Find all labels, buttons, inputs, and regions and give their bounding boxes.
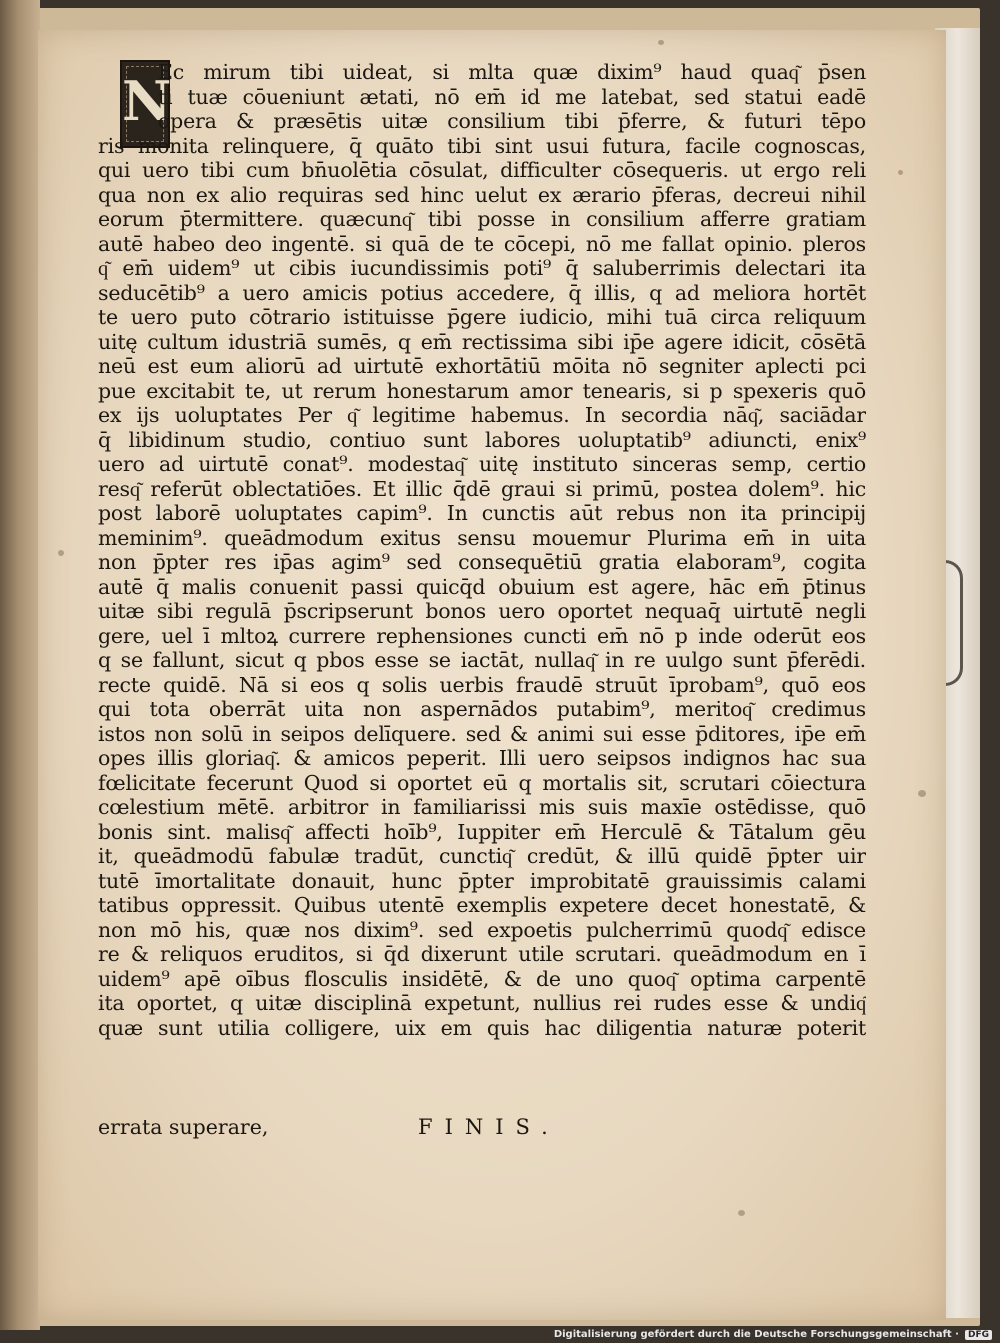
text-line: autē habeo deo ingentē. si quā de te cōcepi, nō me fallat opinio. pleros [98, 231, 866, 256]
text-line: pue excitabit te, ut rerum honestarum amor tenearis, si p spexeris quō [98, 378, 866, 403]
text-line: non mō his, quæ nos dixim⁹. sed expoetis pulcherrimū quodq͂ edisce [98, 917, 866, 942]
digitization-footer [554, 1329, 992, 1340]
text-line: ita oportet, q uitæ disciplinā expetunt, nullius rei rudes esse & undiq͂ [98, 991, 866, 1015]
text-line: uitæ sibi regulā p̄scripserunt bonos uero oportet nequaq̄ uirtutē negli [98, 599, 866, 623]
text-line: opera & præsētis uitæ consilium tibi p̄ferre, & futuri tēpo [158, 109, 866, 133]
text-line: it, queādmodū fabulæ tradūt, cunctiq͂ credūt, & illū quidē p̄pter uir [98, 844, 866, 868]
text-line: ris monita relinquere, q̄ quāto tibi sint usui futura, facile cognoscas, [98, 133, 866, 158]
text-line: uidem⁹ apē oībus flosculis insidētē, & de uno quoq͂ optima carpentē [98, 966, 866, 991]
text-line: post laborē uoluptates capim⁹. In cunctis aūt rebus non ita principij [98, 501, 866, 525]
text-line: q͂ em̄ uidem⁹ ut cibis iucundissimis poti⁹ q̄ saluberrimis delectari ita [98, 256, 866, 280]
text-line: uitę cultum idustriā sumēs, q em̄ rectissima sibi ip̄e agere idicit, cōsētā [98, 329, 866, 354]
text-line: non p̄pter res ip̄as agim⁹ sed consequētiū gratia elaboram⁹, cogita [98, 550, 866, 574]
initial-letter: N [122, 69, 172, 133]
text-line: bonis sint. malisq͂ affecti hoīb⁹, Iuppiter em̄ Herculē & Tātalum gēu [98, 819, 866, 844]
page-leaf [38, 30, 946, 1320]
text-line: re & reliquos eruditos, si q̄d dixerunt utile scrutari. queādmodum en ī [98, 942, 866, 966]
finis-mark: FINIS. [418, 1115, 560, 1139]
closing-text: errata superare, [98, 1115, 269, 1139]
text-line: Ec mirum tibi uideat, si mlta quæ dixim⁹ haud quaq͂ p̄sen [158, 60, 866, 84]
text-line: cœlestium mētē. arbitror in familiarissi mis suis maxīe ostēdisse, quō [98, 795, 866, 819]
text-line: quæ sunt utilia colligere, uix em quis hac diligentia naturæ poterit [98, 1015, 866, 1040]
dfg-logo-icon: DFG [965, 1330, 992, 1340]
text-line: seducētib⁹ a uero amicis potius accedere, q̄ illis, q ad meliora hortēt [98, 280, 866, 305]
text-line: resq͂ referūt oblectatiōes. Et illic q̄dē graui si primū, postea dolem⁹. hic [98, 476, 866, 501]
text-line: ex ijs uoluptates Per q͂ legitime habemus. In secordia nāq͂, saciādar [98, 403, 866, 427]
closing-line [98, 1115, 866, 1141]
text-line: istos non solū in seipos delīquere. sed & animi sui esse p̄ditores, ip̄e em̄ [98, 721, 866, 746]
text-line: ti tuæ cōueniunt ætati, nō em̄ id me latebat, sed statui eadē [158, 84, 866, 109]
text-line: meminim⁹. queādmodum exitus sensu mouemur Plurima em̄ in uita [98, 525, 866, 550]
text-line: tutē īmortalitate donauit, hunc p̄pter improbitatē grauissimis calami [98, 868, 866, 893]
text-line: eorum p̄termittere. quæcunq͂ tibi posse in consilium afferre gratiam [98, 207, 866, 231]
text-line: uero ad uirtutē conat⁹. modestaq͂ uitę instituto sinceras semp, certio [98, 452, 866, 476]
text-line: qui tota oberrāt uita non aspernādos putabim⁹, meritoq͂ credimus [98, 697, 866, 721]
text-line: q se fallunt, sicut q pbos esse se iactāt, nullaq͂ in re uulgo sunt p̄ferēdi. [98, 648, 866, 672]
text-line: qua non ex alio requiras sed hinc uelut ex ærario p̄feras, decreui nihil [98, 182, 866, 207]
book-binding [0, 0, 40, 1330]
text-line: neū est eum aliorū ad uirtutē exhortātiū mōita nō segniter aplecti pci [98, 354, 866, 378]
body-text [98, 60, 866, 1040]
text-line: qui uero tibi cum bn̄uolētia cōsulat, difficulter cōsequeris. ut ergo reli [98, 158, 866, 182]
text-line: gere, uel ī mltoꝝ currere rephensiones cuncti em̄ nō p inde oderūt eos [98, 623, 866, 648]
text-line: recte quidē. Nā si eos q solis uerbis fraudē struūt īprobam⁹, quō eos [98, 672, 866, 697]
text-line: te uero puto cōtrario istituisse p̄gere iudicio, mihi tuā circa reliquum [98, 305, 866, 329]
text-line: fœlicitate fecerunt Quod si oportet eū q mortalis sit, scrutari cōiectura [98, 770, 866, 795]
text-line: q̄ libidinum studio, contiuo sunt labores uoluptatib⁹ adiuncti, enix⁹ [98, 427, 866, 452]
footer-credit: Digitalisierung gefördert durch die Deutsche Forschungsgemeinschaft · [553, 1329, 959, 1340]
text-line: tatibus oppressit. Quibus utentē exemplis expetere decet honestatē, & [98, 893, 866, 917]
text-line: opes illis gloriaq͂. & amicos peperit. Illi uero seipsos indignos hac sua [98, 746, 866, 770]
text-line: autē q̄ malis conuenit passi quicq̄d obuium est agere, hāc em̄ p̄tinus [98, 574, 866, 599]
